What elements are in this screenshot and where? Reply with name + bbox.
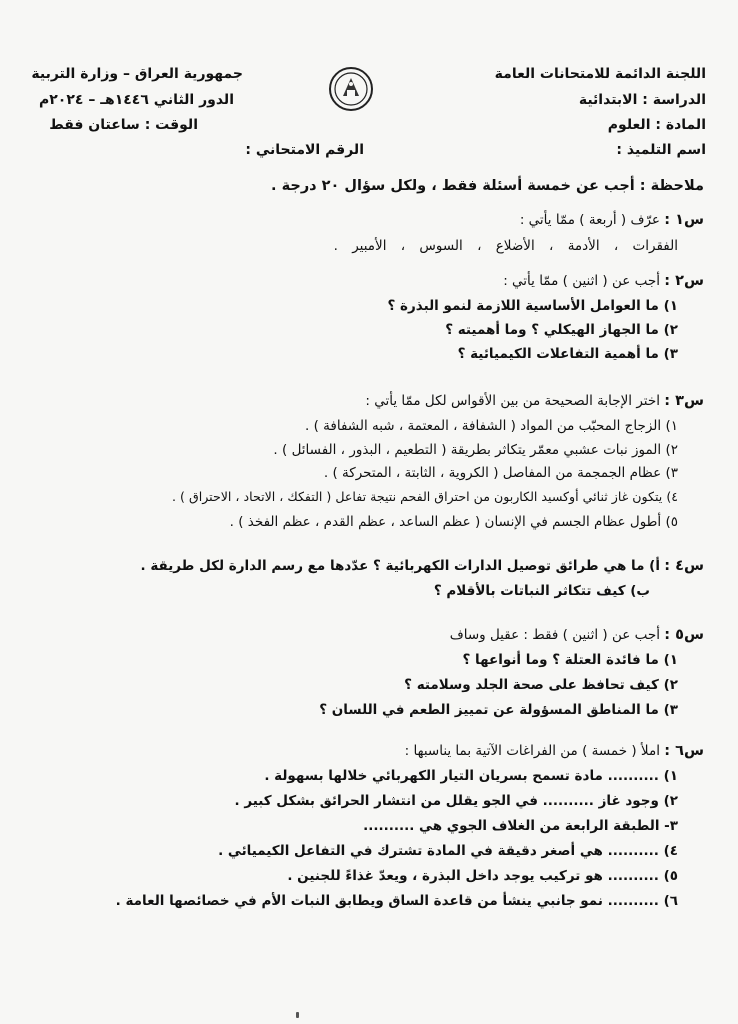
question-number: س٦ : bbox=[664, 743, 704, 759]
subject: المادة : العلوم bbox=[607, 117, 706, 133]
question-6-item: ٥) .......... هو تركيب يوجد داخل البذرة ، ويعدّ غذاءً للجنين . bbox=[287, 868, 678, 884]
question-2-item: ٢) ما الجهاز الهيكلي ؟ وما أهميته ؟ bbox=[445, 322, 678, 338]
student-name-label: اسم التلميذ : bbox=[616, 142, 706, 158]
question-instruction: اختر الإجابة الصحيحة من بين الأقواس لكل ممّا يأتي : bbox=[365, 393, 660, 409]
question-instruction: املأ ( خمسة ) من الفراغات الآتية بما يناسبها : bbox=[404, 743, 660, 759]
question-1-header bbox=[520, 212, 704, 228]
question-3-item: ٢) الموز نبات عشبي معمّر يتكاثر بطريقة ( التطعيم ، البذور ، الفسائل ) . bbox=[273, 442, 678, 458]
question-2-item: ١) ما العوامل الأساسية اللازمة لنمو البذرة ؟ bbox=[387, 298, 678, 314]
question-3-item: ٤) يتكون غاز ثنائي أوكسيد الكاربون من احتراق الفحم نتيجة تفاعل ( التفكك ، الاتحاد ، الاحتراق ) . bbox=[172, 489, 678, 504]
question-1-terms: الفقرات ، الأدمة ، الأضلاع ، السوس ، الأمبير . bbox=[333, 238, 678, 254]
question-6-header bbox=[405, 743, 704, 759]
ministry-seal-icon bbox=[328, 66, 374, 112]
question-3-item: ١) الزجاج المحبّب من المواد ( الشفافة ، المعتمة ، شبه الشفافة ) . bbox=[305, 418, 678, 434]
question-3-item: ٥) أطول عظام الجسم في الإنسان ( عظم الساعد ، عظم القدم ، عظم الفخذ ) . bbox=[229, 514, 678, 530]
question-2-item: ٣) ما أهمية التفاعلات الكيميائية ؟ bbox=[457, 346, 678, 362]
study-level: الدراسة : الابتدائية bbox=[578, 92, 706, 108]
question-6-item: ٦) .......... نمو جانبي ينشأ من قاعدة الساق ويطابق النبات الأم في خصائصها العامة . bbox=[115, 893, 678, 909]
exam-time: الوقت : ساعتان فقط bbox=[49, 117, 198, 133]
question-6-item: ٣- الطبقة الرابعة من الغلاف الجوي هي .......... bbox=[363, 818, 678, 834]
question-3-item: ٣) عظام الجمجمة من المفاصل ( الكروية ، الثابتة ، المتحركة ) . bbox=[323, 465, 678, 481]
question-instruction: عرّف ( أربعة ) ممّا يأتي : bbox=[519, 212, 660, 228]
committee-title: اللجنة الدائمة للامتحانات العامة bbox=[494, 66, 706, 82]
question-instruction: أجب عن ( اثنين ) ممّا يأتي : bbox=[503, 273, 660, 289]
question-number: س١ : bbox=[664, 212, 704, 228]
question-number: س٢ : bbox=[664, 273, 704, 289]
question-5-header bbox=[450, 627, 704, 643]
question-number: س٣ : bbox=[664, 393, 704, 409]
question-2-header bbox=[503, 273, 704, 289]
question-3-header bbox=[365, 393, 704, 409]
question-6-item: ٢) وجود غاز .......... في الجو يقلل من انتشار الحرائق بشكل كبير . bbox=[234, 793, 678, 809]
question-4-header bbox=[140, 558, 704, 574]
question-number: س٥ : bbox=[664, 627, 704, 643]
question-5-item: ٢) كيف تحافظ على صحة الجلد وسلامته ؟ bbox=[404, 677, 678, 693]
page-mark bbox=[296, 1012, 299, 1018]
question-6-item: ٤) .......... هي أصغر دقيقة في المادة تشترك في التفاعل الكيميائي . bbox=[218, 843, 678, 859]
question-instruction: أجب عن ( اثنين ) فقط : عقيل وساف bbox=[449, 627, 660, 643]
question-number: س٤ : bbox=[664, 558, 704, 574]
exam-round: الدور الثاني ١٤٤٦هـ – ٢٠٢٤م bbox=[39, 92, 234, 108]
exam-number-label: الرقم الامتحاني : bbox=[245, 142, 364, 158]
question-5-item: ١) ما فائدة العتلة ؟ وما أنواعها ؟ bbox=[462, 652, 678, 668]
question-6-item: ١) .......... مادة تسمح بسريان التيار الكهربائي خلالها بسهولة . bbox=[264, 768, 678, 784]
republic-ministry: جمهورية العراق – وزارة التربية bbox=[31, 66, 243, 82]
exam-note: ملاحظة : أجب عن خمسة أسئلة فقط ، ولكل سؤال ٢٠ درجة . bbox=[271, 178, 704, 194]
question-5-item: ٣) ما المناطق المسؤولة عن تمييز الطعم في اللسان ؟ bbox=[319, 702, 678, 718]
question-instruction: أ) ما هي طرائق توصيل الدارات الكهربائية ؟ عدّدها مع رسم الدارة لكل طريقة . bbox=[140, 558, 660, 574]
question-4-item: ب) كيف تتكاثر النباتات بالأقلام ؟ bbox=[433, 583, 650, 599]
